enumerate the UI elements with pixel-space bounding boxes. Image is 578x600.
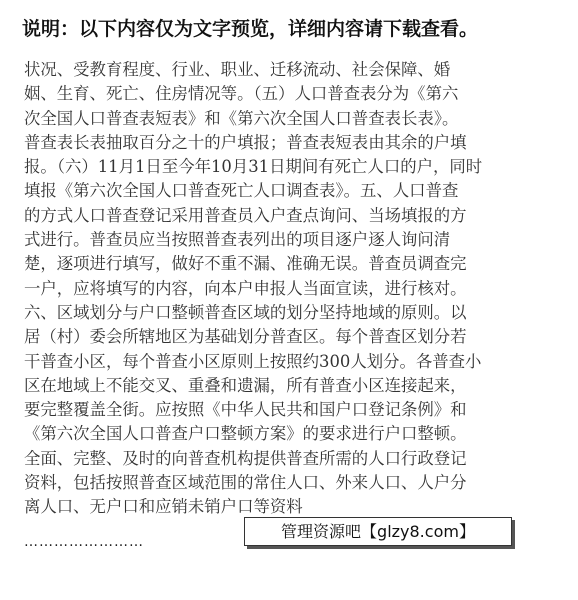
text-line: 离人口、无户口和应销未销户口等资料: [24, 497, 303, 517]
text-line: 一户，应将填写的内容，向本户申报人当面宣读，进行核对。: [24, 278, 467, 298]
text-line: 区在地域上不能交叉、重叠和遗漏，所有普查小区连接起来，: [24, 375, 467, 395]
ellipsis-dots: ……………………: [24, 534, 144, 550]
text-line: 普查表长表抽取百分之十的户填报；普查表短表由其余的户填: [24, 132, 467, 152]
text-line: 全面、完整、及时的向普查机构提供普查所需的人口行政登记: [24, 448, 467, 468]
watermark-banner: 管理资源吧【glzy8.com】: [244, 517, 512, 546]
document-body: [24, 58, 564, 520]
text-line: 的方式人口普查登记采用普查员入户查点询问、当场填报的方: [24, 205, 467, 225]
text-line: 姻、生育、死亡、住房情况等。（五）人口普查表分为《第六: [24, 84, 459, 104]
text-line: 要完整覆盖全街。应按照《中华人民共和国户口登记条例》和: [24, 400, 467, 420]
text-line: 填报《第六次全国人口普查死亡人口调查表》。五、人口普查: [24, 181, 459, 201]
text-line: 居（村）委会所辖地区为基础划分普查区。每个普查区划分若: [24, 327, 467, 347]
text-line: 报。（六）11月1日至今年10月31日期间有死亡人口的户，同时: [24, 157, 483, 177]
text-line: 干普查小区，每个普查小区原则上按照约300人划分。各普查小: [24, 351, 482, 371]
preview-notice: 说明：以下内容仅为文字预览，详细内容请下载查看。: [22, 18, 479, 40]
text-line: 式进行。普查员应当按照普查表列出的项目逐户逐人询问清: [24, 230, 451, 250]
text-line: 状况、受教育程度、行业、职业、迁移流动、社会保障、婚: [24, 60, 451, 79]
text-line: 楚，逐项进行填写，做好不重不漏、准确无误。普查员调查完: [24, 254, 467, 274]
text-line: 次全国人口普查表短表》和《第六次全国人口普查表长表》。: [24, 108, 459, 128]
text-line: 《第六次全国人口普查户口整顿方案》的要求进行户口整顿。: [24, 424, 467, 444]
text-line: 六、区域划分与户口整顿普查区域的划分坚持地域的原则。以: [24, 302, 467, 322]
text-line: 资料，包括按照普查区域范围的常住人口、外来人口、人户分: [24, 473, 467, 493]
